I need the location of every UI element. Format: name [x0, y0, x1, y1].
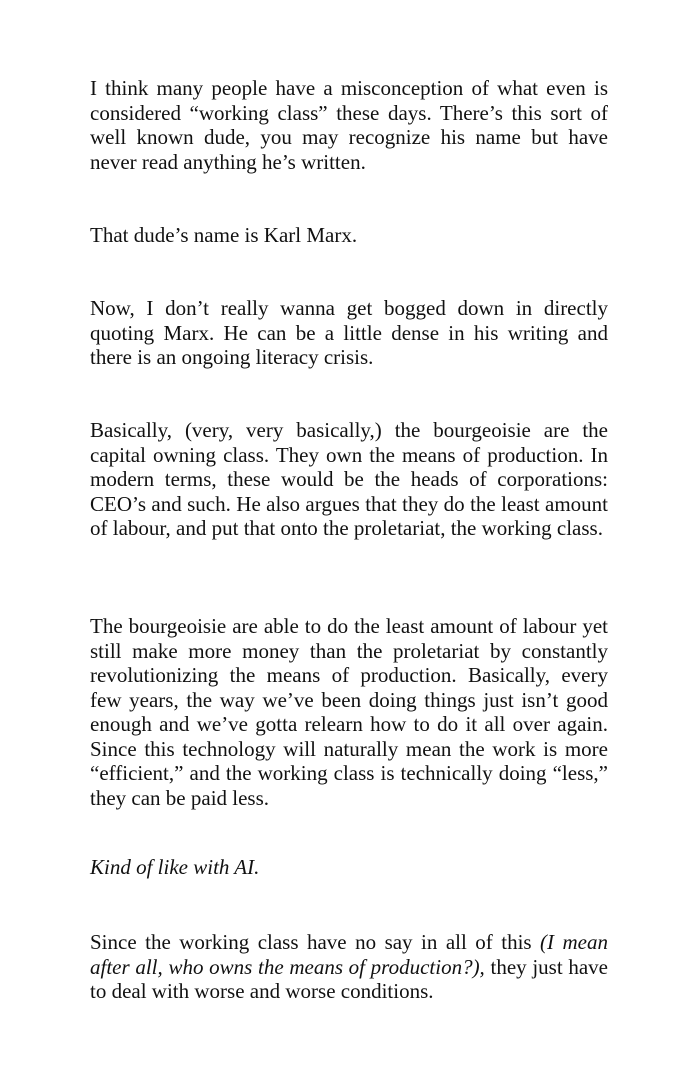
paragraph-worse-conditions	[90, 930, 608, 1004]
paragraph-working-class-misconception: I think many people have a misconception of what even is considered “working class” these days. There’s this sort of well known dude, you may recognize his name but have never read anything he’s written.	[90, 76, 608, 174]
paragraph-karl-marx-name: That dude’s name is Karl Marx.	[90, 223, 358, 247]
paragraph-ai-aside: Kind of like with AI.	[90, 855, 260, 879]
paragraph-means-of-production: The bourgeoisie are able to do the least amount of labour yet still make more money than the proletariat by constantly revolutionizing the means of production. Basically, every few years, the way we’ve been doing things just isn’t good enough and we’ve gotta relearn how to do it all over again. Since this technology will naturally mean the work is more “efficient,” and the working class is technically doing “less,” they can be paid less.	[90, 614, 608, 810]
paragraph-bourgeoisie-definition: Basically, (very, very basically,) the bourgeoisie are the capital owning class. They own the means of production. In modern terms, these would be the heads of corporations: CEO’s and such. He also argues that they do the least amount of labour, and put that onto the proletariat, the working class.	[90, 418, 608, 540]
paragraph-quoting-marx: Now, I don’t really wanna get bogged down in directly quoting Marx. He can be a little dense in his writing and there is an ongoing literacy crisis.	[90, 296, 608, 369]
paragraph-worse-conditions-aside: (I mean after all, who owns the means of production?),	[90, 930, 608, 979]
paragraph-worse-conditions-end: they just have to deal with worse and worse conditions.	[90, 954, 608, 1003]
paragraph-worse-conditions-lead: Since the working class have no say in all of this	[90, 930, 541, 954]
